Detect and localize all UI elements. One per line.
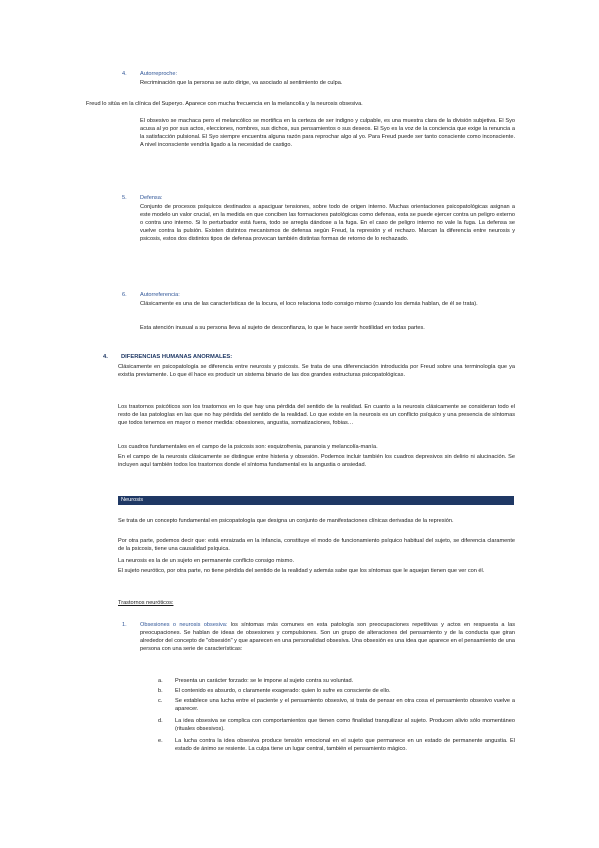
section-heading: DIFERENCIAS HUMANAS ANORMALES: bbox=[121, 354, 233, 360]
paragraph: Se trata de un concepto fundamental en psicopatología que designa un conjunto de manifestaciones clínicas derivadas de la represión. bbox=[118, 518, 454, 524]
item-title: Obsesiones o neurosis obsesiva: bbox=[140, 622, 228, 628]
list-letter: e. bbox=[158, 738, 163, 744]
subsection-title: Trastornos neuróticos: bbox=[118, 600, 174, 606]
paragraph: Recriminación que la persona se auto dirige, va asociado al sentimiento de culpa. bbox=[140, 80, 343, 86]
paragraph: Los trastornos psicóticos son los trastornos en lo que hay una pérdida del sentido de la realidad. En cuanto a la neurosis clásicamente se consideran todo el resto de las patologías en las que no hay pérdida del sentido de la realidad. Lo que existe en la neurosis es un conflicto psíquico y una presencia de síntomas que todos tenemos en mayor o menor medida: obsesiones, angustia, somatizaciones, fobias… bbox=[118, 404, 515, 426]
paragraph: Los cuadros fundamentales en el campo de la psicosis son: esquizofrenia, paranoia y melancolía-manía. bbox=[118, 444, 378, 450]
item-title: Autorreferencia: bbox=[140, 292, 180, 298]
list-letter: d. bbox=[158, 718, 163, 724]
paragraph bbox=[140, 622, 515, 654]
list-letter: c. bbox=[158, 698, 163, 704]
item-text: los síntomas más comunes en esta patología son preocupaciones repetitivas y actos en respuesta a las preocupaciones. Se hablan de ideas de obsesiones y compulsiones. Son un grupo de alteraciones del pensamiento y de la conducta que giran alrededor del concepto de "obsesión" y que aparecen en una personalidad obsesiva. Una obsesión es una idea que aparece en el pensamiento de una persona con una serie de características: bbox=[140, 622, 516, 652]
list-item: La idea obsesiva se complica con comportamientos que tienen como finalidad tranquilizar al sujeto. Producen alivio sólo momentáneo (rituales obsesivos). bbox=[175, 718, 515, 732]
paragraph: La neurosis es la de un sujeto en permanente conflicto consigo mismo. bbox=[118, 558, 294, 564]
paragraph: Freud lo sitúa en la clínica del Superyo. Aparece con mucha frecuencia en la melancolía y la neurosis obsesiva. bbox=[86, 101, 363, 107]
list-item: Se establece una lucha entre el paciente y el pensamiento obsesivo, si trata de pensar en otra cosa el pensamiento obsesivo vuelve a aparecer. bbox=[175, 698, 515, 712]
list-item: Presenta un carácter forzado: se le impone al sujeto contra su voluntad. bbox=[175, 678, 354, 684]
paragraph: Esta atención inusual a su persona lleva al sujeto de desconfianza, lo que le hace sentir hostilidad en todas partes. bbox=[140, 325, 425, 331]
list-letter: a. bbox=[158, 678, 163, 684]
list-item: El contenido es absurdo, o claramente exagerado: quien lo sufre es consciente de ello. bbox=[175, 688, 391, 694]
paragraph: Clásicamente en psicopatología se diferencia entre neurosis y psicosis. Se trata de una diferenciación introducida por Freud sobre una terminología que ya existía previamente. Lo que él hace es producir un sistema binario de las dos grandes estructuras psicopatológicas. bbox=[118, 364, 515, 378]
paragraph: Conjunto de procesos psíquicos destinados a apaciguar tensiones, sobre todo de origen interno. Muchas orientaciones psicopatológicas asignan a este modelo un valor crucial, en la medida en que conciben las formaciones patológicas como defensa, esta se puede ejercer contra un peligro externo o contra uno interno. Si lo perturbador está fuera, todo se arregla dándose a la fuga. En el caso de peligro interno no vale la fuga. La defensa se vuelve contra la pulsión. Existen distintos mecanismos de defensa según Freud, la represión y el rechazo. Marcan la diferencia entre neurosis y psicosis, estos dos distintos tipos de defensa provocan también distintas formas de retorno de lo rechazado. bbox=[140, 204, 516, 242]
item-number: 4. bbox=[122, 71, 127, 77]
paragraph: En el campo de la neurosis clásicamente se distingue entre histeria y obsesión. Podemos incluir también los cuadros depresivos sin delirio ni alucinación. Se incluyen aquí también todos los trastornos donde el síntoma fundamental es la angustia o ansiedad. bbox=[118, 454, 515, 468]
paragraph: Por otra parte, podemos decir que: está enraizada en la infancia, constituye el modo de funcionamiento psíquico habitual del sujeto, se diferencia claramente de la psicosis, tiene una causalidad psíquica. bbox=[118, 538, 515, 552]
list-item: La lucha contra la idea obsesiva produce tensión emocional en el sujeto que permanece en un estado de permanente angustia. El estado de ánimo se resiente. La culpa tiene un lugar central, también el pensamiento mágico. bbox=[175, 738, 515, 752]
paragraph: Clásicamente es una de las características de la locura, el loco relaciona todo consigo mismo (cuando los demás hablan, de él se trata). bbox=[140, 301, 478, 307]
list-letter: b. bbox=[158, 688, 163, 694]
item-title: Defensa: bbox=[140, 195, 163, 201]
section-banner: Neurosis bbox=[118, 496, 514, 505]
item-number: 1. bbox=[122, 622, 127, 628]
item-number: 5. bbox=[122, 195, 127, 201]
item-number: 6. bbox=[122, 292, 127, 298]
paragraph: El sujeto neurótico, por otra parte, no tiene pérdida del sentido de la realidad y además sabe que los síntomas que le aquejan tienen que ver con él. bbox=[118, 568, 485, 574]
heading-number: 4. bbox=[103, 354, 108, 360]
paragraph: El obsesivo se machaca pero el melancólico se mortifica en la certeza de ser indigno y culpable, es una muestra clara de la división subjetiva. El Syo acusa al yo por sus actos, elecciones, nombres, sus dichos, sus pensamientos o sus deseos. El Syo es la voz de la conciencia que exige la renuncia a la satisfacción pulsional. El Syo siempre encuentra alguna razón para reprochar algo al yo. Para Freud puede ser tanto consciente como inconsciente. A nivel inconsciente vendría ligado a la necesidad de castigo. bbox=[140, 118, 515, 148]
item-title: Autorreproche: bbox=[140, 71, 178, 77]
